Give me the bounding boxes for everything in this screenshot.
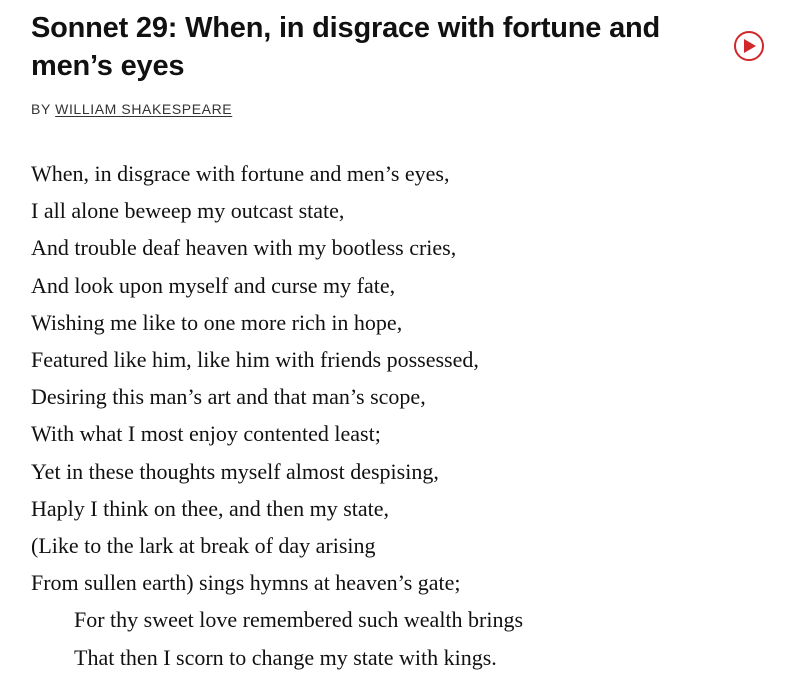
byline-prefix: BY bbox=[31, 101, 51, 117]
poem-line: Haply I think on thee, and then my state, bbox=[31, 495, 390, 521]
poem-line: (Like to the lark at break of day arising bbox=[31, 533, 376, 559]
poem-line: Yet in these thoughts myself almost despising, bbox=[31, 458, 439, 484]
poem-page bbox=[31, 0, 771, 676]
poem-line: Featured like him, like him with friends possessed, bbox=[31, 347, 479, 373]
poem-line: Wishing me like to one more rich in hope, bbox=[31, 309, 403, 335]
poem-line: And look upon myself and curse my fate, bbox=[31, 272, 396, 298]
poem-line: And trouble deaf heaven with my bootless cries, bbox=[31, 235, 457, 261]
poem-line: With what I most enjoy contented least; bbox=[31, 421, 381, 447]
poem-body bbox=[31, 155, 771, 676]
byline bbox=[31, 101, 771, 117]
poem-line-indented: That then I scorn to change my state with kings. bbox=[74, 644, 497, 670]
author-link[interactable]: WILLIAM SHAKESPEARE bbox=[55, 101, 233, 117]
poem-line: When, in disgrace with fortune and men’s eyes, bbox=[31, 161, 450, 186]
poem-header bbox=[31, 0, 771, 85]
poem-line-indented: For thy sweet love remembered such wealth brings bbox=[74, 607, 524, 633]
play-icon bbox=[744, 39, 756, 53]
poem-line: I all alone beweep my outcast state, bbox=[31, 198, 345, 224]
poem-line: From sullen earth) sings hymns at heaven’s gate; bbox=[31, 570, 461, 596]
poem-title: Sonnet 29: When, in disgrace with fortune and men’s eyes bbox=[31, 12, 661, 82]
play-audio-button[interactable] bbox=[734, 31, 764, 61]
poem-line: Desiring this man’s art and that man’s scope, bbox=[31, 384, 426, 410]
